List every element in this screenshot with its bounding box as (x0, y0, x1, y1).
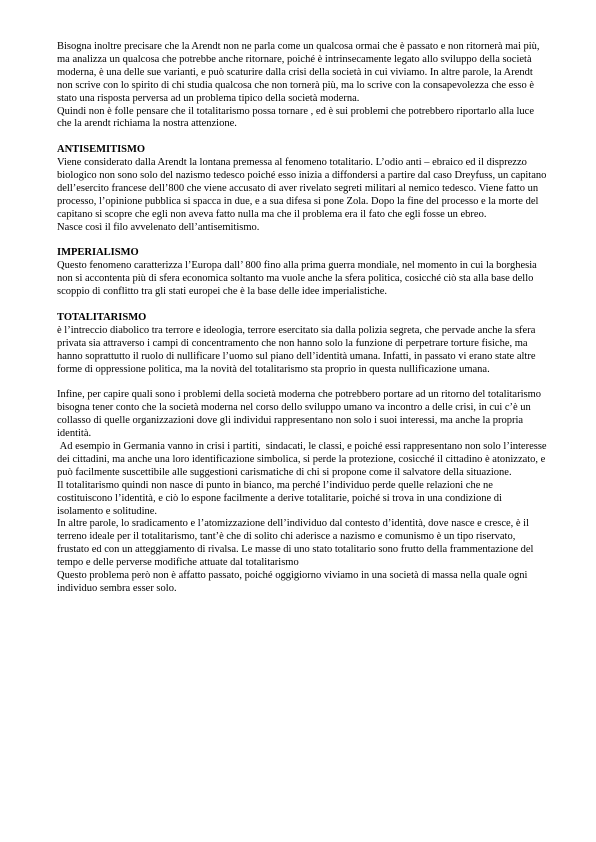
imperialismo-paragraph-1: Questo fenomeno caratterizza l’Europa dall’ 800 fino alla prima guerra mondiale, nel momento in cui la borghesia non si accontenta più di sfera economica soltanto ma vuole anche la sfera politica, cosicché ciò sta alla base dello scoppio di conflitto tra gli stati europei che è la base delle idee imperialistiche. (57, 260, 537, 298)
totalitarismo-paragraph-1: è l’intreccio diabolico tra terrore e ideologia, terrore esercitato sia dalla polizia segreta, che pervade anche la sfera privata sia attraverso i campi di concentramento che non hanno solo la funzione di perpetrare torture fisiche, ma hanno soprattutto il ruolo di nullificare l’uomo sul piano dell’identità umana. Infatti, in passato vi erano state altre forme di oppressione politica, ma la novità del totalitarismo sta proprio in questa nullificazione umana. (57, 324, 536, 375)
antisemitismo-paragraph-2: Nasce così il filo avvelenato dell’antisemitismo. (57, 221, 260, 233)
section-title-totalitarismo: TOTALITARISMO (57, 311, 147, 323)
conclusion-paragraph-4: In altre parole, lo sradicamento e l’atomizzazione dell’individuo dal contesto d’identità, dove nasce e cresce, è il terreno ideale per il totalitarismo, tant’è che di solito chi aderisce a nazismo e comunismo è un tipo riservato, frustato ed con un atteggiamento di rivalsa. Le masse di uno stato totalitario sono frutto della frammentazione del tempo e delle perverse modifiche attuate dal totalitarismo (57, 518, 534, 569)
antisemitismo-paragraph-1: Viene considerato dalla Arendt la lontana premessa al fenomeno totalitario. L’odio anti – ebraico ed il disprezzo biologico non sono solo del nazismo tedesco poiché esso inizia a diffondersi a partire dal caso Dreyfuss, un capitano dell’esercito francese dell’800 che viene accusato di aver rivelato segreti militari al nemico tedesco. Viene fatto un processo, l’opinione pubblica si spacca in due, e a sua difesa si pone Zola. Dopo la fine del processo e la morte del capitano si scopre che egli non aveva fatto nulla ma che il problema era il fato che egli fosse un ebreo. (57, 157, 547, 220)
section-title-imperialismo: IMPERIALISMO (57, 247, 139, 259)
conclusion-paragraph-1: Infine, per capire quali sono i problemi della società moderna che potrebbero portare ad un ritorno del totalitarismo bisogna tener conto che la società moderna nel corso dello sviluppo umano va incontro a delle crisi, in cui c’è un collasso di quelle organizzazioni dove gli individui rappresentano non solo i suoi interessi, ma anche la propria identità. (57, 389, 541, 440)
spacer (57, 377, 547, 390)
spacer (57, 131, 547, 144)
spacer (57, 299, 547, 312)
section-title-antisemitismo: ANTISEMITISMO (57, 144, 146, 156)
intro-paragraph-1: Bisogna inoltre precisare che la Arendt non ne parla come un qualcosa ormai che è passato e non ritornerà mai più, ma analizza un qualcosa che potrebbe anche ritornare, poiché è intrinsecamente legato allo sviluppo della società moderna, è una delle sue varianti, e può scaturire dalla crisi della società in cui viviamo. In altre parole, la Arendt non scrive con lo spirito di chi studia qualcosa che non tornerà più, ma lo scrive con la consapevolezza che esso è stato una risposta perversa ad un problema tipico della società moderna. (57, 41, 540, 104)
document-page (57, 41, 550, 596)
spacer (57, 235, 547, 248)
conclusion-paragraph-5: Questo problema però non è affatto passato, poiché oggigiorno viviamo in una società di massa nella quale ogni individuo sembra esser solo. (57, 570, 528, 594)
conclusion-paragraph-2: Ad esempio in Germania vanno in crisi i partiti, sindacati, le classi, e poiché essi rappresentano non solo l’interesse dei cittadini, ma anche una loro identificazione simbolica, si perde la protezione, cosicché il cittadino è atonizzato, e può facilmente suscettibile alle suggestioni carismatiche di chi si propone come il salvatore della situazione. (57, 441, 550, 478)
intro-paragraph-2: Quindi non è folle pensare che il totalitarismo possa tornare , ed è sui problemi che potrebbero riportarlo alla luce che la arendt richiama la nostra attenzione. (57, 105, 535, 130)
conclusion-paragraph-3: Il totalitarismo quindi non nasce di punto in bianco, ma perché l’individuo perde quelle relazioni che ne costituiscono l’identità, e ciò lo espone facilmente a derive totalitarie, poiché si trova in una condizione di isolamento e solitudine. (57, 479, 502, 517)
